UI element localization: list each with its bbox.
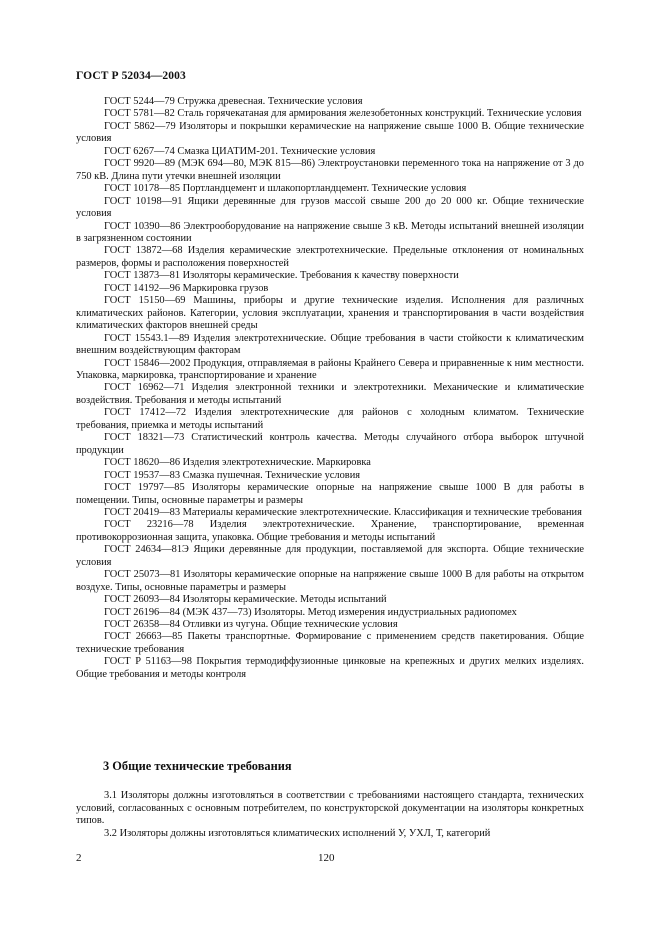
reference-item: ГОСТ 16962—71 Изделия электронной техники и электротехники. Механические и климатические воздействия. Требования и методы испытаний (76, 382, 584, 406)
reference-item: ГОСТ 10198—91 Ящики деревянные для грузов массой свыше 200 до 20 000 кг. Общие технические условия (76, 195, 584, 220)
reference-item: ГОСТ 14192—96 Маркировка грузов (104, 282, 269, 294)
section-paragraph: 3.2 Изоляторы должны изготовляться климатических исполнений У, УХЛ, Т, категорий (104, 827, 491, 839)
reference-item: ГОСТ 26358—84 Отливки из чугуна. Общие технические условия (104, 619, 398, 631)
sheet-number: 120 (318, 852, 335, 864)
reference-item: ГОСТ 19537—83 Смазка пушечная. Технические условия (104, 469, 361, 481)
reference-item: ГОСТ 17412—72 Изделия электротехнические для районов с холодным климатом. Технические требования, приемка и методы испытаний (76, 407, 584, 431)
reference-item: ГОСТ 15150—69 Машины, приборы и другие технические изделия. Исполнения для различных климатических районов. Категории, условия эксплуатации, хранения и транспортирования в части воздействия климатических факторов внешней среды (76, 295, 584, 332)
reference-item: ГОСТ 10178—85 Портландцемент и шлакопортландцемент. Технические условия (104, 183, 467, 195)
reference-item: ГОСТ 19797—85 Изоляторы керамические опорные на напряжение свыше 1000 В для работы в помещении. Типы, основные параметры и размеры (76, 482, 584, 506)
reference-item: ГОСТ 25073—81 Изоляторы керамические опорные на напряжение свыше 1000 В для работы на открытом воздухе. Типы, основные параметры и размеры (76, 569, 584, 593)
reference-item: ГОСТ 9920—89 (МЭК 694—80, МЭК 815—86) Электроустановки переменного тока на напряжение от 3 до 750 кВ. Длина пути утечки внешней изоляции (76, 158, 584, 182)
section-paragraphs (76, 790, 584, 840)
reference-item: ГОСТ 26663—85 Пакеты транспортные. Формирование с применением средств пакетирования. Общие технические требования (76, 631, 584, 655)
page-number: 2 (76, 852, 82, 864)
section-paragraph: 3.1 Изоляторы должны изготовляться в соответствии с требованиями настоящего стандарта, технических условий, согласованных с основным потребителем, по конструкторской документации на изоляторы конкретных типов. (76, 790, 584, 826)
reference-item: ГОСТ 20419—83 Материалы керамические электротехнические. Классификация и технические требования (104, 506, 582, 518)
reference-item: ГОСТ 26196—84 (МЭК 437—73) Изоляторы. Метод измерения индустриальных радиопомех (104, 606, 517, 618)
reference-item: ГОСТ 23216—78 Изделия электротехнические. Хранение, транспортирование, временная противокоррозионная защита, упаковка. Общие требования и методы испытаний (76, 519, 584, 543)
reference-item: ГОСТ 26093—84 Изоляторы керамические. Методы испытаний (104, 594, 387, 606)
reference-item: ГОСТ 6267—74 Смазка ЦИАТИМ-201. Технические условия (104, 145, 376, 157)
reference-item: ГОСТ 15846—2002 Продукция, отправляемая в районы Крайнего Севера и приравненные к ним местности. Упаковка, маркировка, транспортирование и хранение (76, 357, 584, 381)
reference-item: ГОСТ 5781—82 Сталь горячекатаная для армирования железобетонных конструкций. Технические условия (104, 108, 582, 120)
reference-item: ГОСТ 24634—81Э Ящики деревянные для продукции, поставляемой для экспорта. Общие технические условия (76, 544, 584, 568)
reference-item: ГОСТ 10390—86 Электрооборудование на напряжение свыше 3 кВ. Методы испытаний внешней изоляции в загрязненном состоянии (76, 220, 584, 244)
reference-item: ГОСТ Р 51163—98 Покрытия термодиффузионные цинковые на крепежных и других мелких изделиях. Общие требования и методы контроля (76, 656, 584, 680)
reference-item: ГОСТ 18321—73 Статистический контроль качества. Методы случайного отбора выборок штучной продукции (76, 432, 584, 456)
reference-item: ГОСТ 18620—86 Изделия электротехнические. Маркировка (104, 457, 371, 469)
reference-item: ГОСТ 15543.1—89 Изделия электротехнические. Общие требования в части стойкости к климатическим внешним воздействующим факторам (76, 332, 584, 357)
reference-item: ГОСТ 5244—79 Стружка древесная. Технические условия (104, 96, 363, 107)
reference-item: ГОСТ 13873—81 Изоляторы керамические. Требования к качеству поверхности (104, 270, 459, 282)
reference-item: ГОСТ 13872—68 Изделия керамические электротехнические. Предельные отклонения от номинальных размеров, формы и расположения поверхностей (76, 245, 584, 269)
section-title: 3 Общие технические требования (103, 759, 292, 773)
document-header: ГОСТ Р 52034—2003 (76, 70, 186, 82)
reference-item: ГОСТ 5862—79 Изоляторы и покрышки керамические на напряжение свыше 1000 В. Общие технические условия (76, 120, 584, 145)
normative-references-list (76, 96, 584, 681)
